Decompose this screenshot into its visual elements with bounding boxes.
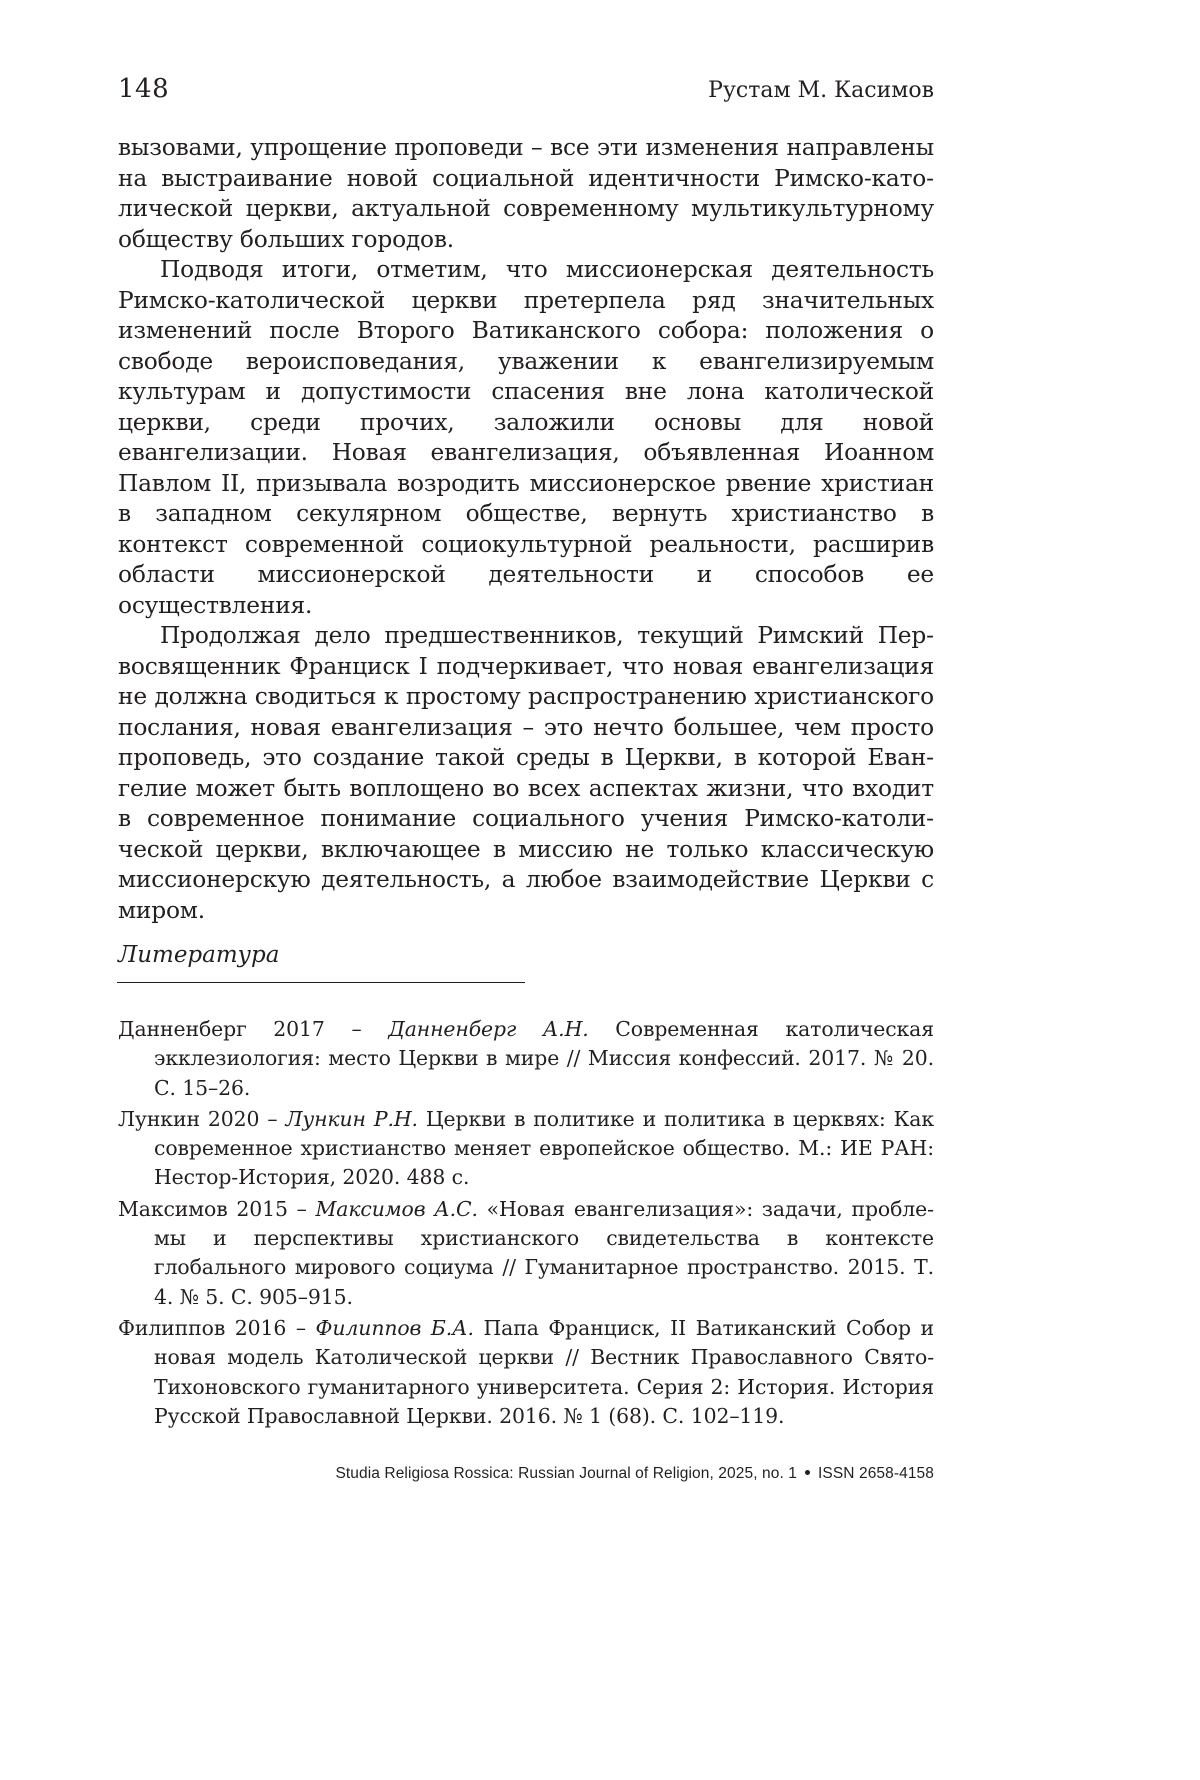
running-head-author: Рустам М. Касимов <box>708 78 934 103</box>
reference-key: Филиппов 2016 – <box>118 1315 316 1340</box>
reference-author: Максимов А.С. <box>315 1196 478 1221</box>
references-divider <box>117 982 525 983</box>
reference-text: Современная католическая экклезиология: место Церкви в мире // Миссия конфессий. 2017. № 20. С. 15–26. <box>154 1017 934 1100</box>
body-paragraph: Продолжая дело предшественников, текущий Римский Первосвященник Франциск I подчеркивает, что новая евангелизация не должна сводиться к простому распространению христианского послания, новая евангелизация – это нечто большее, чем просто проповедь, это создание такой среды в Церкви, в которой Евангелие может быть воплощено во всех аспектах жизни, что входит в современное понимание социального учения Римско-католической церкви, включающее в миссию не только классическую миссионерскую деятельность, а любое взаимодействие Церкви с миром. <box>118 622 934 924</box>
reference-item <box>118 1195 934 1312</box>
reference-text: Церкви в политике и политика в церквях: Как современное христианство меняет европейское общество. М.: ИЕ РАН: Нестор-История, 2020. 488 с. <box>154 1106 934 1190</box>
reference-item <box>118 1105 934 1193</box>
references-list <box>118 1015 934 1433</box>
footer-issn: ISSN 2658-4158 <box>817 1465 934 1482</box>
reference-author: Филиппов Б.А. <box>315 1315 474 1340</box>
reference-key: Максимов 2015 – <box>118 1196 316 1221</box>
reference-key: Лункин 2020 – <box>118 1106 286 1131</box>
reference-item <box>118 1314 934 1431</box>
reference-author: Лункин Р.Н. <box>285 1106 418 1131</box>
reference-item <box>118 1015 934 1103</box>
body-paragraph: Подводя итоги, отметим, что миссионерская деятельность Римско-католической церкви претерпела ряд значительных изменений после Второго Ватиканского собора: положения о свободе вероисповедания, уважении к евангелизируемым культурам и допустимости спасения вне лона католической церкви, среди прочих, заложили основы для новой евангелизации. Новая евангелизация, объявленная Иоанном Павлом II, призывала возродить миссионерское рвение христиан в западном секулярном обществе, вернуть христианство в контекст современной социокультурной реальности, расширив области миссионерской деятельности и способов ее осуществления. <box>118 256 934 619</box>
page-number: 148 <box>118 74 170 104</box>
reference-author: Данненберг А.Н. <box>388 1017 589 1041</box>
page-footer <box>335 1465 934 1483</box>
article-body <box>118 133 934 926</box>
reference-text: Папа Франциск, II Ватиканский Собор и новая модель Католической церкви // Вестник Православного Свято-Тихоновского гуманитарного университета. Серия 2: История. История Русской Православной Церкви. 2016. № 1 (68). С. 102–119. <box>154 1315 934 1428</box>
page-header <box>118 74 934 114</box>
body-paragraph: вызовами, упрощение проповеди – все эти изменения направлены на выстраивание новой социальной идентичности Римско-католической церкви, актуальной современному мультикультурному обществу больших городов. <box>118 134 934 253</box>
reference-key: Данненберг 2017 – <box>118 1017 389 1041</box>
references-heading: Литература <box>118 942 280 968</box>
footer-journal: Studia Religiosa Rossica: Russian Journal of Religion, 2025, no. 1 <box>335 1465 797 1482</box>
bullet-separator-icon <box>805 1470 810 1475</box>
reference-text: «Новая евангелизация»: задачи, проблемы и перспективы христианского свидетельства в контексте глобального мирового социума // Гуманитарное пространство. 2015. Т. 4. № 5. С. 905–915. <box>154 1196 934 1309</box>
